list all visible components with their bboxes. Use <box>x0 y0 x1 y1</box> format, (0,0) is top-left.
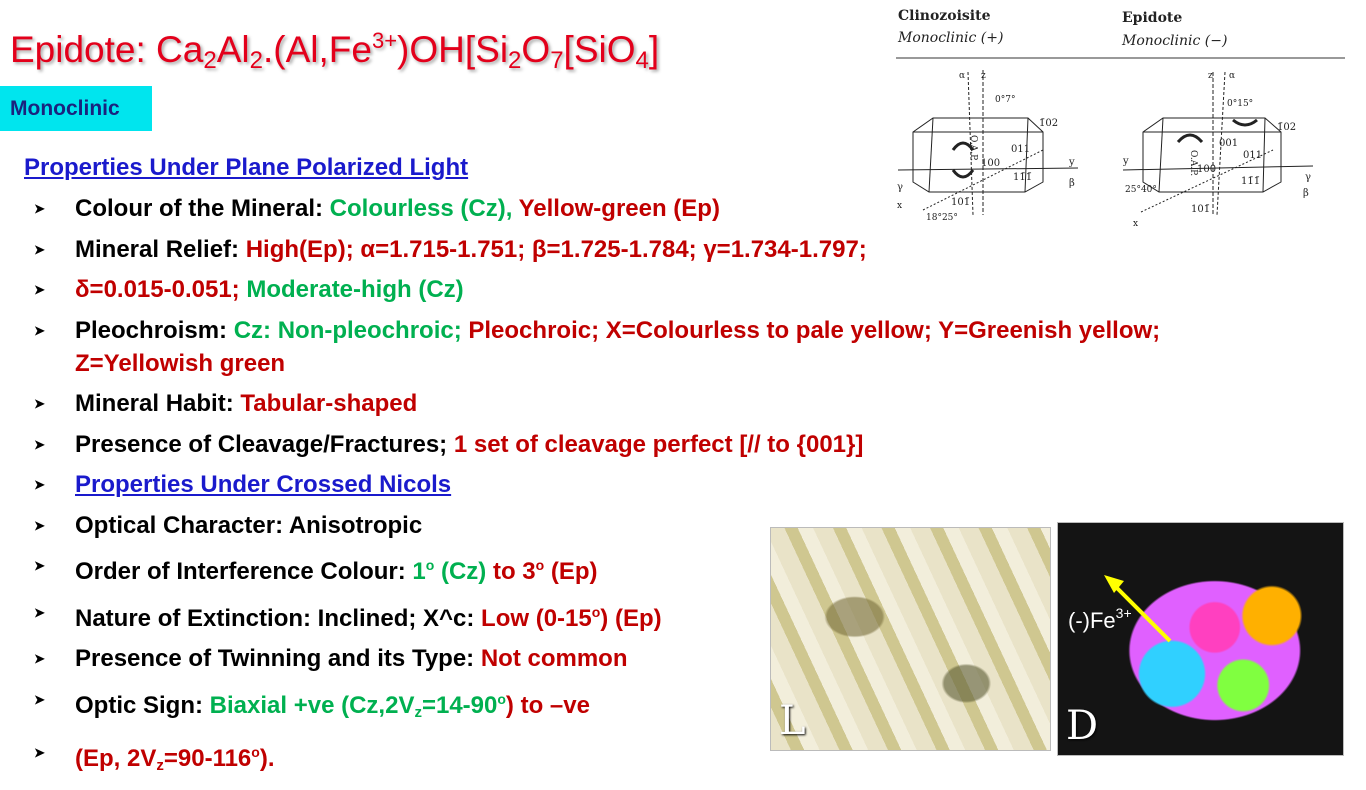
cz-face-101: 101̄ <box>951 197 971 208</box>
arrow-icon <box>1058 523 1343 755</box>
cz-axis-z: z <box>981 71 986 81</box>
arrow-bullet-icon: ➤ <box>34 396 45 411</box>
list-item-optical-character: ➤ Optical Character: Anisotropic <box>30 509 1270 542</box>
arrow-bullet-icon: ➤ <box>34 241 45 257</box>
cz-axis-x: x <box>897 201 903 211</box>
list-item-interference-order: ➤ Order of Interference Colour: 1$^o$ (Cz) to 3$^o$ (Ep) <box>30 549 1270 588</box>
arrow-bullet-icon: ➤ <box>34 558 45 573</box>
list-item-xn-heading <box>30 468 1270 501</box>
list-item-habit: ➤ Mineral Habit: Tabular-shaped <box>30 387 1270 420</box>
arrow-bullet-icon: ➤ <box>34 651 45 666</box>
cz-axis-alpha: α <box>959 71 966 81</box>
ppl-photomicrograph <box>770 527 1051 751</box>
clinozoisite-name: Clinozoisite <box>898 8 991 24</box>
clinozoisite-crystal <box>898 70 1078 215</box>
cz-axis-beta: β <box>1069 178 1075 189</box>
ep-angle-bottom: 25°40° <box>1125 185 1157 195</box>
arrow-bullet-icon: ➤ <box>34 604 45 620</box>
ep-face-102: 1̄02 <box>1277 122 1297 133</box>
crystal-system-badge: Monoclinic <box>0 86 152 131</box>
list-item-twinning: ➤ Presence of Twinning and its Type: Not common <box>30 642 1270 675</box>
ep-angle-top: 0°15° <box>1227 99 1254 109</box>
cz-face-011: 011 <box>1011 144 1031 155</box>
list-item-relief: ➤ Mineral Relief: High(Ep); α=1.715-1.751; β=1.725-1.784; γ=1.734-1.797; <box>30 233 1270 266</box>
cz-angle-top: 0°7° <box>995 95 1016 105</box>
ppl-heading-link[interactable]: Properties Under Plane Polarized Light <box>24 154 469 181</box>
ep-oap-label: O.A.P. <box>1188 150 1198 177</box>
epidote-system: Monoclinic (−) <box>1122 33 1228 49</box>
clinozoisite-system: Monoclinic (+) <box>898 30 1004 46</box>
arrow-bullet-icon: ➤ <box>34 477 45 492</box>
fe-annotation: $(-)Fe^{3+}$ <box>1068 605 1132 633</box>
arrow-bullet-icon: ➤ <box>34 322 45 338</box>
photo-label-d: D <box>1066 703 1099 749</box>
cz-oap-label: O.A.P. <box>968 135 978 162</box>
ep-axis-x: x <box>1133 219 1139 229</box>
page-title: Epidote: $Ca_2Al_2.(Al,Fe^{3+})OH[Si_2O_7[SiO_4]$ <box>10 28 660 74</box>
cz-angle-bottom: 18°25° <box>926 213 958 223</box>
arrow-bullet-icon: ➤ <box>34 201 45 216</box>
ep-face-001: 001 <box>1219 138 1239 149</box>
crystal-orientation-diagram <box>893 0 1353 232</box>
arrow-bullet-icon: ➤ <box>34 517 45 533</box>
cz-axis-y: y <box>1069 157 1075 168</box>
ep-axis-alpha: α <box>1229 71 1236 81</box>
ep-axis-gamma: γ <box>1305 172 1311 183</box>
ep-face-100: 100 <box>1197 164 1217 175</box>
arrow-bullet-icon: ➤ <box>34 745 45 760</box>
list-item-optic-sign-ep: ➤ (Ep, $2V_z=90-116^o$). <box>30 736 1270 782</box>
list-item-pleochroism: ➤ Pleochroism: Cz: Non-pleochroic; Pleochroic; X=Colourless to pale yellow; Y=Greenish yellow; Z=Yellowish green <box>30 314 1270 380</box>
list-item-extinction: ➤ Nature of Extinction: Inclined; X^c: Low (0-15$^o$) (Ep) <box>30 596 1270 635</box>
xpl-photomicrograph <box>1057 522 1344 756</box>
cz-face-100: 100 <box>981 158 1001 169</box>
arrow-bullet-icon: ➤ <box>34 282 45 297</box>
cz-face-111: 11̄1̄ <box>1013 172 1033 183</box>
epidote-name: Epidote <box>1122 10 1183 26</box>
list-item-birefringence: ➤ δ=0.015-0.051; Moderate-high (Cz) <box>30 273 1270 306</box>
arrow-bullet-icon: ➤ <box>34 691 45 707</box>
arrow-bullet-icon: ➤ <box>34 436 45 452</box>
list-item-colour: ➤ Colour of the Mineral: Colourless (Cz), Yellow-green (Ep) <box>30 192 1270 225</box>
ep-face-101: 101̄ <box>1191 204 1211 215</box>
cz-face-102: 1̄02 <box>1039 118 1059 129</box>
list-item-cleavage: ➤ Presence of Cleavage/Fractures; 1 set of cleavage perfect [// to {001}] <box>30 428 1270 461</box>
photo-label-l: L <box>779 698 806 744</box>
ep-axis-beta: β <box>1303 188 1309 199</box>
list-item-optic-sign: ➤ Optic Sign: Biaxial +ve $(Cz,2V_z=14-90^o)$ to –ve <box>30 683 1270 729</box>
ep-axis-z: z <box>1208 71 1213 81</box>
cz-axis-gamma: γ <box>897 182 903 193</box>
crossed-nicols-link[interactable]: Properties Under Crossed Nicols <box>75 471 452 498</box>
ep-axis-y: y <box>1123 156 1129 167</box>
ep-face-011: 011 <box>1243 150 1263 161</box>
ep-face-111: 11̄1̄ <box>1241 176 1261 187</box>
